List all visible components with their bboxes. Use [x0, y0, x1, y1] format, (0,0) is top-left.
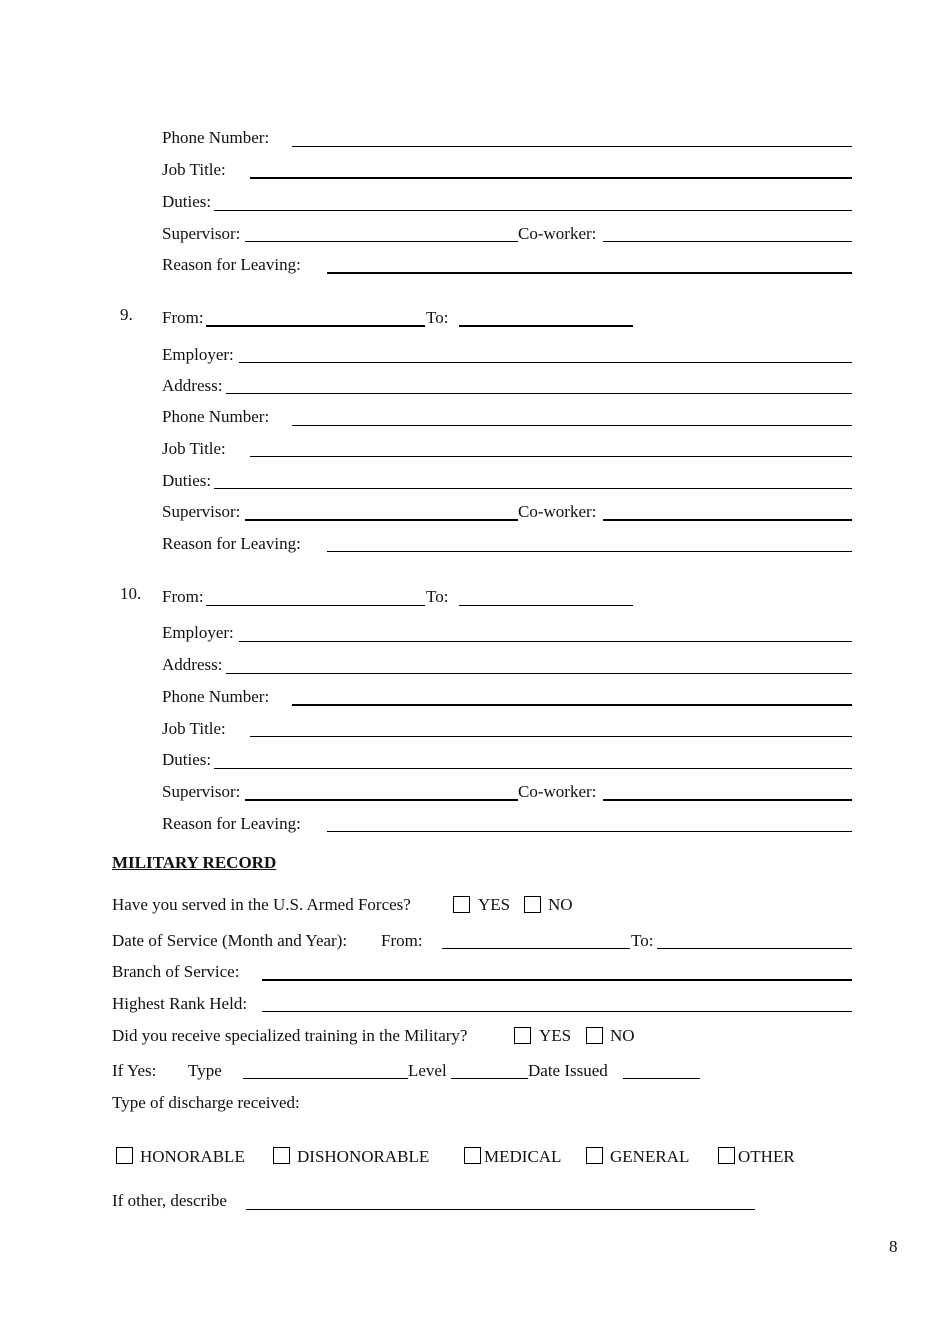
training-yes-label: YES	[539, 1026, 572, 1045]
rank-label: Highest Rank Held:	[112, 994, 248, 1013]
entry-10-phone-label: Phone Number:	[162, 687, 270, 706]
duties-label: Duties:	[162, 192, 212, 211]
entry-10-employer-field[interactable]	[239, 641, 852, 642]
entry-10-duties-field[interactable]	[214, 768, 852, 769]
medical-checkbox[interactable]	[464, 1147, 481, 1164]
entry-9-supervisor-label: Supervisor:	[162, 502, 241, 521]
reason-for-leaving-label: Reason for Leaving:	[162, 255, 301, 274]
branch-label: Branch of Service:	[112, 962, 240, 981]
level-field[interactable]	[451, 1078, 528, 1079]
entry-10-from-label: From:	[162, 587, 204, 606]
entry-9-duties-label: Duties:	[162, 471, 212, 490]
entry-10-supervisor-label: Supervisor:	[162, 782, 241, 801]
training-no-label: NO	[610, 1026, 635, 1045]
entry-10-job-title-field[interactable]	[250, 736, 852, 737]
entry-10-number: 10.	[120, 584, 142, 603]
if-yes-label: If Yes:	[112, 1061, 157, 1080]
entry-9-reason-field[interactable]	[327, 551, 852, 552]
type-field[interactable]	[243, 1078, 408, 1079]
other-label: OTHER	[738, 1147, 795, 1166]
entry-10-supervisor-field[interactable]	[245, 799, 518, 801]
dishonorable-label: DISHONORABLE	[297, 1147, 430, 1166]
entry-10-address-label: Address:	[162, 655, 223, 674]
entry-10-reason-field[interactable]	[327, 831, 852, 832]
entry-10-employer-label: Employer:	[162, 623, 234, 642]
service-from-label: From:	[381, 931, 423, 950]
entry-9-number: 9.	[120, 305, 133, 324]
training-question: Did you receive specialized training in the Military?	[112, 1026, 468, 1045]
entry-10-reason-label: Reason for Leaving:	[162, 814, 301, 833]
coworker-field[interactable]	[603, 241, 852, 242]
served-question: Have you served in the U.S. Armed Forces?	[112, 895, 411, 914]
level-label: Level	[408, 1061, 447, 1080]
entry-10-coworker-field[interactable]	[603, 799, 852, 801]
medical-label: MEDICAL	[484, 1147, 562, 1166]
entry-9-job-title-field[interactable]	[250, 456, 852, 457]
service-to-label: To:	[631, 931, 654, 950]
entry-9-from-field[interactable]	[206, 325, 425, 327]
entry-10-job-title-label: Job Title:	[162, 719, 226, 738]
entry-9-employer-field[interactable]	[239, 362, 852, 363]
entry-9-to-label: To:	[426, 308, 449, 327]
served-no-label: NO	[548, 895, 573, 914]
page-number: 8	[889, 1237, 898, 1256]
entry-9-supervisor-field[interactable]	[245, 519, 518, 521]
rank-field[interactable]	[262, 1011, 852, 1012]
served-no-checkbox[interactable]	[524, 896, 541, 913]
reason-for-leaving-field[interactable]	[327, 272, 852, 274]
entry-9-reason-label: Reason for Leaving:	[162, 534, 301, 553]
other-checkbox[interactable]	[718, 1147, 735, 1164]
military-record-heading: MILITARY RECORD	[112, 853, 277, 872]
training-yes-checkbox[interactable]	[514, 1027, 531, 1044]
entry-9-phone-field[interactable]	[292, 425, 852, 426]
job-title-label: Job Title:	[162, 160, 226, 179]
entry-10-duties-label: Duties:	[162, 750, 212, 769]
entry-9-from-label: From:	[162, 308, 204, 327]
entry-10-coworker-label: Co-worker:	[518, 782, 597, 801]
entry-10-phone-field[interactable]	[292, 704, 852, 706]
general-label: GENERAL	[610, 1147, 690, 1166]
honorable-checkbox[interactable]	[116, 1147, 133, 1164]
type-label: Type	[188, 1061, 222, 1080]
entry-9-employer-label: Employer:	[162, 345, 234, 364]
date-of-service-label: Date of Service (Month and Year):	[112, 931, 348, 950]
entry-9-duties-field[interactable]	[214, 488, 852, 489]
service-to-field[interactable]	[657, 948, 852, 949]
entry-9-address-field[interactable]	[226, 393, 852, 394]
entry-10-to-label: To:	[426, 587, 449, 606]
entry-9-coworker-field[interactable]	[603, 519, 852, 521]
served-yes-checkbox[interactable]	[453, 896, 470, 913]
branch-field[interactable]	[262, 979, 852, 981]
discharge-question: Type of discharge received:	[112, 1093, 300, 1112]
honorable-label: HONORABLE	[140, 1147, 245, 1166]
job-title-field[interactable]	[250, 177, 852, 179]
supervisor-field[interactable]	[245, 241, 518, 242]
entry-9-coworker-label: Co-worker:	[518, 502, 597, 521]
if-other-field[interactable]	[246, 1209, 755, 1210]
entry-10-address-field[interactable]	[226, 673, 852, 674]
entry-9-job-title-label: Job Title:	[162, 439, 226, 458]
phone-number-field[interactable]	[292, 146, 852, 147]
entry-9-address-label: Address:	[162, 376, 223, 395]
supervisor-label: Supervisor:	[162, 224, 241, 243]
service-from-field[interactable]	[442, 948, 630, 949]
duties-field[interactable]	[214, 210, 852, 211]
coworker-label: Co-worker:	[518, 224, 597, 243]
entry-9-phone-label: Phone Number:	[162, 407, 270, 426]
general-checkbox[interactable]	[586, 1147, 603, 1164]
dishonorable-checkbox[interactable]	[273, 1147, 290, 1164]
entry-9-to-field[interactable]	[459, 325, 633, 327]
phone-number-label: Phone Number:	[162, 128, 270, 147]
entry-10-to-field[interactable]	[459, 605, 633, 606]
date-issued-label: Date Issued	[528, 1061, 608, 1080]
entry-10-from-field[interactable]	[206, 605, 425, 606]
served-yes-label: YES	[478, 895, 511, 914]
date-issued-field[interactable]	[623, 1078, 700, 1079]
if-other-label: If other, describe	[112, 1191, 227, 1210]
training-no-checkbox[interactable]	[586, 1027, 603, 1044]
